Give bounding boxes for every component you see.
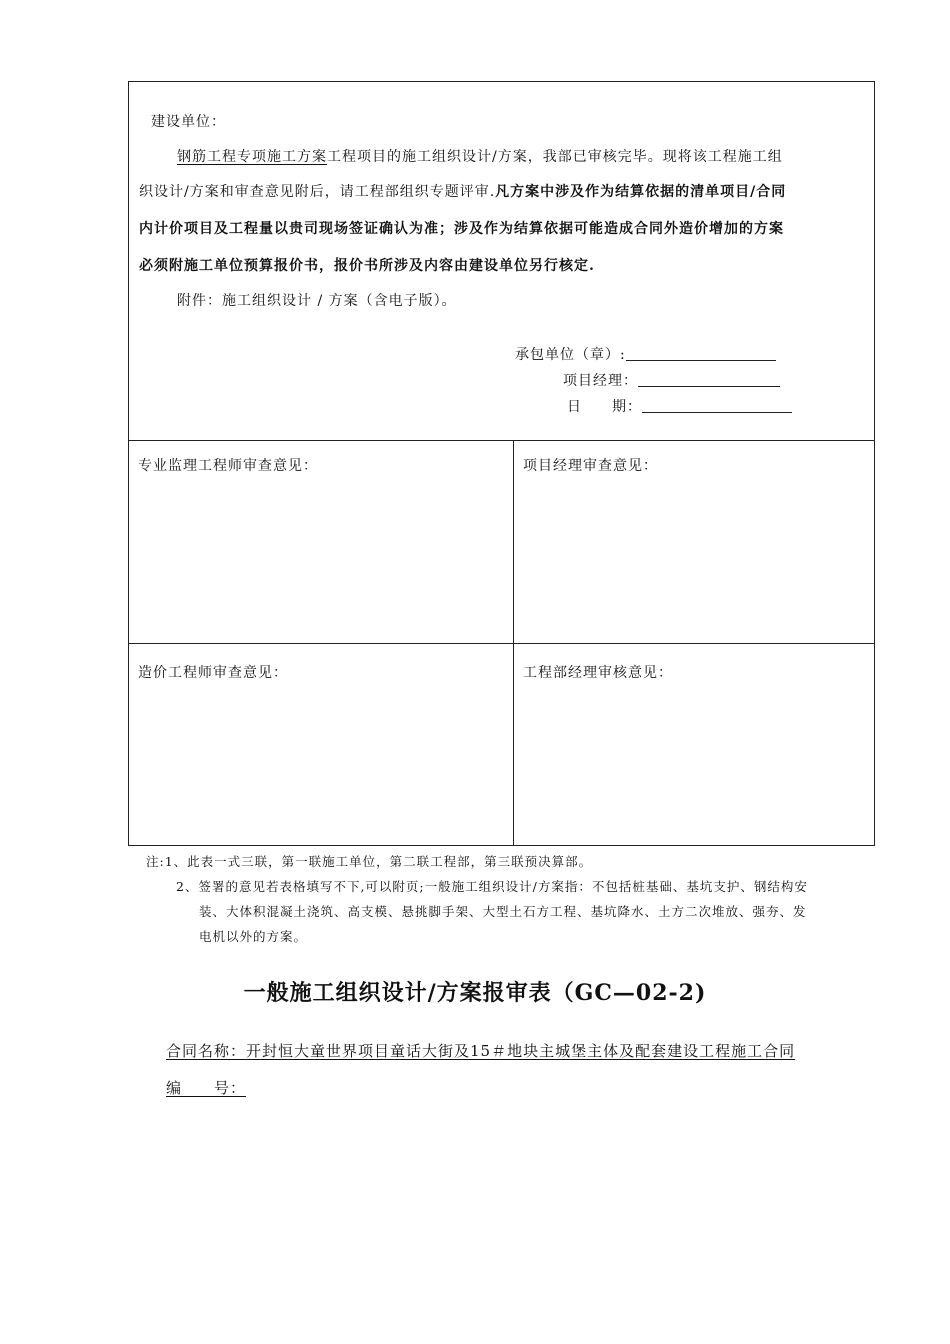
date-label: 日 期： xyxy=(567,399,642,415)
contractor-signature-row xyxy=(515,344,776,364)
intro-paragraph-line-1 xyxy=(177,146,783,166)
supervision-engineer-review-label: 专业监理工程师审查意见： xyxy=(138,458,318,474)
project-manager-signature-line[interactable] xyxy=(638,372,780,387)
intro-text-1: 工程项目的施工组织设计/方案，我部已审核完毕。现将该工程施工组 xyxy=(327,149,783,165)
approval-form-table xyxy=(128,81,875,846)
project-name: 钢筋工程专项施工方案 xyxy=(177,149,327,165)
column-divider xyxy=(513,440,514,846)
project-manager-signature-row xyxy=(563,370,780,390)
row-divider-1 xyxy=(129,440,874,441)
note-1: 注:1、此表一式三联，第一联施工单位，第二联工程部，第三联预决算部。 xyxy=(146,854,593,869)
intro-paragraph-line-4: 必须附施工单位预算报价书，报价书所涉及内容由建设单位另行核定. xyxy=(139,258,595,274)
intro-bold-text-2: 凡方案中涉及作为结算依据的清单项目/合同 xyxy=(495,184,787,200)
contractor-signature-line[interactable] xyxy=(626,346,776,361)
attachment-note: 附件：施工组织设计 / 方案（含电子版）。 xyxy=(177,293,457,309)
intro-paragraph-line-3: 内计价项目及工程量以贵司现场签证确认为准；涉及作为结算依据可能造成合同外造价增加的方案 xyxy=(139,221,784,237)
date-row xyxy=(567,396,792,416)
engineering-dept-manager-review-label: 工程部经理审核意见： xyxy=(523,665,673,681)
note-2-line-2: 装、大体积混凝土浇筑、高支模、悬挑脚手架、大型土石方工程、基坑降水、土方二次堆放、强夯、发 xyxy=(199,904,807,919)
project-manager-label: 项目经理： xyxy=(563,373,638,389)
row-divider-2 xyxy=(129,643,874,644)
intro-text-2: 织设计/方案和审查意见附后，请工程部组织专题评审. xyxy=(139,184,496,200)
date-line[interactable] xyxy=(642,398,792,413)
cost-engineer-review-label: 造价工程师审查意见： xyxy=(138,665,288,681)
form-number-label: 编 号： xyxy=(166,1079,247,1097)
note-2-line-3: 电机以外的方案。 xyxy=(199,929,308,944)
project-manager-review-label: 项目经理审查意见： xyxy=(523,458,658,474)
addressee-label: 建设单位： xyxy=(151,114,226,130)
note-2-line-1: 2、签署的意见若表格填写不下,可以附页;一般施工组织设计/方案指：不包括桩基础、基坑支护、钢结构安 xyxy=(176,879,808,894)
contract-name: 合同名称：开封恒大童世界项目童话大街及15＃地块主城堡主体及配套建设工程施工合同 xyxy=(166,1042,796,1060)
form-title: 一般施工组织设计/方案报审表（GC—02-2) xyxy=(243,980,707,1006)
contractor-label: 承包单位（章）: xyxy=(515,347,626,363)
intro-paragraph-line-2 xyxy=(139,181,786,201)
